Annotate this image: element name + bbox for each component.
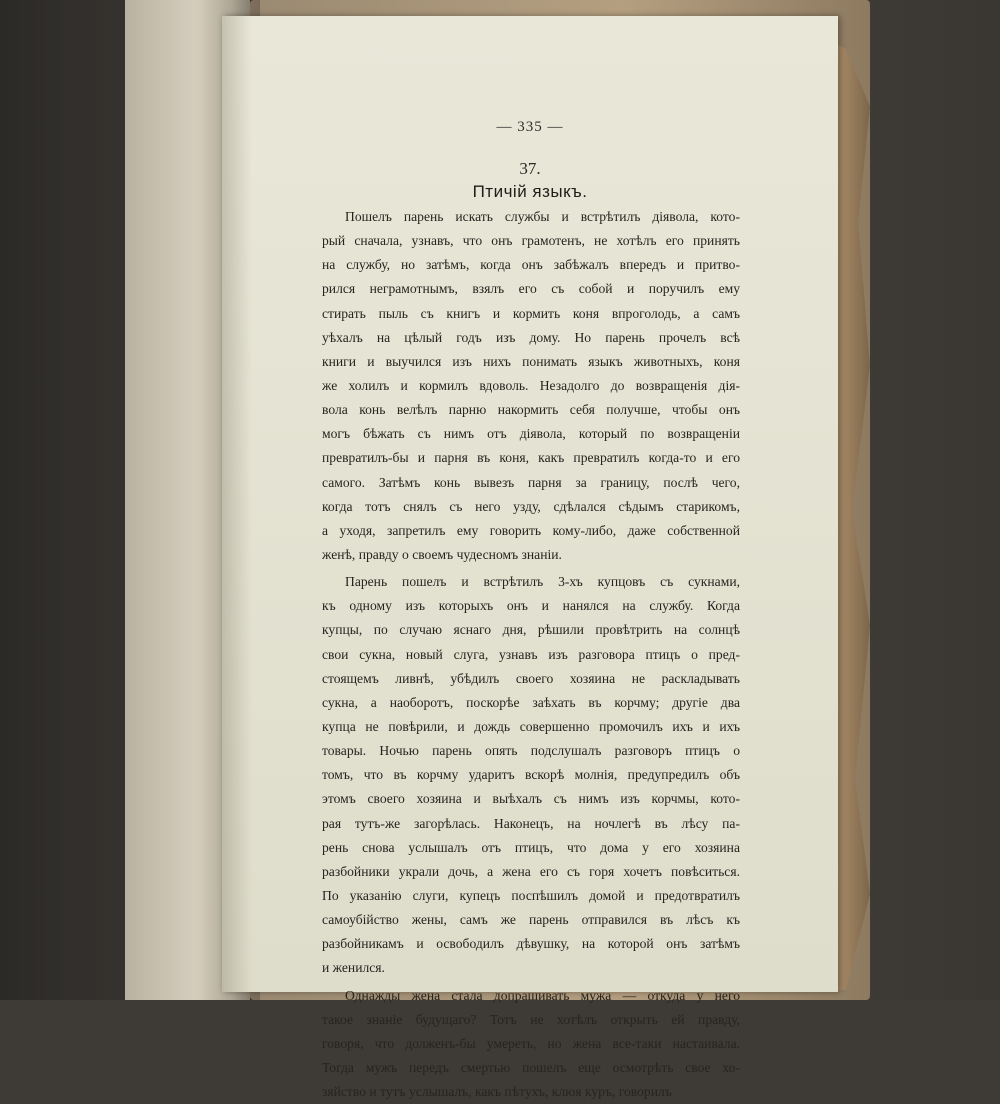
body-text <box>322 205 740 1104</box>
text-line: разбойники украли дочь, а жена его съ горя хочетъ повѣситься. <box>322 860 740 884</box>
text-line: Парень пошелъ и встрѣтилъ 3-хъ купцовъ съ сукнами, <box>322 570 740 594</box>
text-line: свои сукна, новый слуга, узнавъ изъ разговора птицъ о пред- <box>322 643 740 667</box>
text-line: стоящемъ ливнѣ, убѣдилъ своего хозяина не раскладывать <box>322 667 740 691</box>
paragraph <box>322 570 740 980</box>
text-line: рый сначала, узнавъ, что онъ грамотенъ, не хотѣлъ его принять <box>322 229 740 253</box>
text-line: на службу, но затѣмъ, когда онъ забѣжалъ впередъ и притво- <box>322 253 740 277</box>
text-line: Однажды жена стала допрашивать мужа — откуда у него <box>322 984 740 1008</box>
text-line: рая тутъ-же загорѣлась. Наконецъ, на ночлегѣ въ лѣсу па- <box>322 812 740 836</box>
page-number: — 335 — <box>222 119 838 136</box>
paragraph <box>322 205 740 567</box>
text-line: вола конь велѣлъ парню накормить себя получше, чтобы онъ <box>322 398 740 422</box>
text-line: разбойникамъ и освободилъ дѣвушку, на которой онъ затѣмъ <box>322 932 740 956</box>
text-line: а уходя, запретилъ ему говорить кому-либо, даже собственной <box>322 519 740 543</box>
text-line: когда тотъ снялъ съ него узду, сдѣлался сѣдымъ старикомъ, <box>322 495 740 519</box>
tale-title: Птичій языкъ. <box>222 182 838 202</box>
text-line: рень снова услышалъ отъ птицъ, что дома у его хозяина <box>322 836 740 860</box>
tale-number: 37. <box>222 159 838 179</box>
text-line: этомъ своего хозяина и выѣхалъ съ нимъ изъ корчмы, кото- <box>322 787 740 811</box>
text-line: самого. Затѣмъ конь вывезъ парня за границу, послѣ чего, <box>322 471 740 495</box>
text-line: Пошелъ парень искать службы и встрѣтилъ діявола, кото- <box>322 205 740 229</box>
text-line: зяйство и тутъ услышалъ, какъ пѣтухъ, клюя куръ, говорилъ <box>322 1080 740 1104</box>
paragraph <box>322 984 740 1104</box>
text-line: книги и выучился изъ нихъ понимать языкъ животныхъ, коня <box>322 350 740 374</box>
text-line: Тогда мужъ передъ смертью пошелъ еще осмотрѣть свое хо- <box>322 1056 740 1080</box>
text-line: томъ, что въ корчму ударитъ вскорѣ молнія, предупредилъ объ <box>322 763 740 787</box>
text-line: сукна, а наоборотъ, поскорѣе заѣхать въ корчму; другіе два <box>322 691 740 715</box>
text-line: могъ бѣжать съ нимъ отъ діявола, который по возвращеніи <box>322 422 740 446</box>
text-line: уѣхалъ на цѣлый годъ изъ дому. Но парень прочелъ всѣ <box>322 326 740 350</box>
text-line: же холилъ и кормилъ вдоволь. Незадолго до возвращенія дія- <box>322 374 740 398</box>
text-line: къ одному изъ которыхъ онъ и нанялся на службу. Когда <box>322 594 740 618</box>
text-line: говоря, что долженъ-бы умереть, но жена все-таки настаивала. <box>322 1032 740 1056</box>
text-line: По указанію слуги, купецъ поспѣшилъ домой и предотвратилъ <box>322 884 740 908</box>
text-line: купцы, по случаю яснаго дня, рѣшили провѣтрить на солнцѣ <box>322 618 740 642</box>
text-line: и женился. <box>322 956 740 980</box>
text-line: стирать пыль съ книгъ и кормить коня впроголодь, а самъ <box>322 302 740 326</box>
book-page <box>222 16 838 992</box>
text-line: самоубійство жены, самъ же парень отправился въ лѣсъ къ <box>322 908 740 932</box>
text-line: товары. Ночью парень опять подслушалъ разговоръ птицъ о <box>322 739 740 763</box>
text-line: превратилъ-бы и парня въ коня, какъ превратилъ когда-то и его <box>322 446 740 470</box>
text-line: такое знаніе будущаго? Тотъ не хотѣлъ открыть ей правду, <box>322 1008 740 1032</box>
text-line: рился неграмотнымъ, взялъ его съ собой и поручилъ ему <box>322 277 740 301</box>
text-line: купца не повѣрили, и дождь совершенно промочилъ ихъ и ихъ <box>322 715 740 739</box>
text-line: женѣ, правду о своемъ чудесномъ знаніи. <box>322 543 740 567</box>
